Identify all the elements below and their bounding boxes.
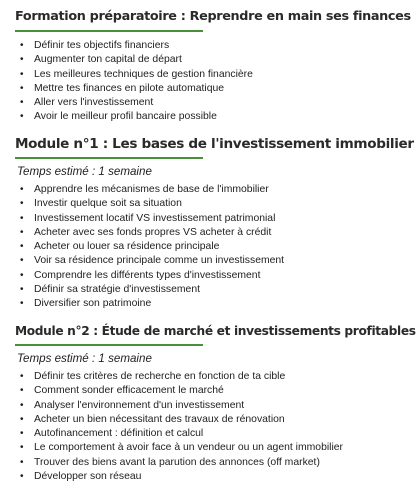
bullet-icon: • [20, 269, 24, 281]
list-item [20, 53, 253, 67]
list-item [20, 427, 343, 441]
list-item [20, 197, 284, 211]
bullet-icon: • [20, 471, 24, 483]
list-item [20, 39, 253, 53]
bullet-icon: • [20, 68, 24, 80]
list-item [20, 384, 343, 398]
bullet-icon: • [20, 413, 24, 425]
list-item-text: Augmenter ton capital de départ [34, 54, 182, 66]
list-item [20, 240, 284, 254]
list-item [20, 254, 284, 268]
list-item-text: Définir tes critères de recherche en fonction de ta cible [34, 371, 286, 382]
list-item-text: Le comportement à avoir face à un vendeur ou un agent immobilier [34, 442, 344, 454]
list-item [20, 399, 343, 413]
list-item-text: Aller vers l'investissement [34, 97, 154, 109]
list-item-text: Développer son réseau [34, 471, 142, 483]
list-item-text: Investissement locatif VS investissement patrimonial [34, 212, 276, 224]
duration-label: Temps estimé : 1 semaine [17, 352, 152, 365]
list-item [20, 413, 343, 427]
list-item-text: Autofinancement : définition et calcul [34, 428, 204, 440]
list-item-text: Définir sa stratégie d'investissement [34, 284, 200, 296]
list-item [20, 110, 253, 124]
bullet-icon: • [20, 385, 24, 397]
list-item [20, 269, 284, 283]
topic-list [20, 183, 284, 312]
bullet-icon: • [20, 82, 24, 94]
list-item-text: Acheter avec ses fonds propres VS acheter à crédit [34, 226, 272, 238]
list-item-text: Acheter un bien nécessitant des travaux de rénovation [34, 413, 285, 425]
bullet-icon: • [20, 456, 24, 468]
title-underline [15, 30, 203, 32]
bullet-icon: • [20, 399, 24, 411]
title-underline [15, 344, 203, 346]
bullet-icon: • [20, 284, 24, 296]
bullet-icon: • [20, 442, 24, 454]
list-item-text: Voir sa résidence principale comme un investissement [34, 255, 285, 267]
bullet-icon: • [20, 298, 24, 310]
list-item [20, 82, 253, 96]
list-item-text: Trouver des biens avant la parution des annonces (off market) [34, 456, 320, 468]
bullet-icon: • [20, 371, 24, 382]
bullet-icon: • [20, 241, 24, 253]
bullet-icon: • [20, 184, 24, 195]
list-item-text: Analyser l'environnement d'un investissement [34, 399, 245, 411]
bullet-icon: • [20, 111, 24, 123]
bullet-icon: • [20, 255, 24, 267]
bullet-icon: • [20, 212, 24, 224]
list-item-text: Mettre tes finances en pilote automatique [34, 82, 225, 94]
topic-list [20, 39, 253, 125]
bullet-icon: • [20, 428, 24, 440]
list-item-text: Apprendre les mécanismes de base de l'immobilier [34, 184, 269, 195]
list-item [20, 212, 284, 226]
list-item-text: Comprendre les différents types d'investissement [34, 269, 261, 281]
section-title: Module n°1 : Les bases de l'investissement immobilier [15, 136, 414, 152]
list-item [20, 297, 284, 311]
section-title: Formation préparatoire : Reprendre en main ses finances [15, 9, 411, 24]
section-title: Module n°2 : Étude de marché et investissements profitables [15, 324, 416, 338]
list-item [20, 68, 253, 82]
title-underline [15, 157, 203, 159]
list-item [20, 183, 284, 197]
list-item-text: Définir tes objectifs financiers [34, 40, 170, 51]
list-item [20, 283, 284, 297]
list-item [20, 470, 343, 484]
list-item [20, 370, 343, 384]
list-item-text: Investir quelque soit sa situation [34, 198, 182, 210]
topic-list [20, 370, 343, 484]
list-item [20, 226, 284, 240]
list-item [20, 441, 343, 455]
list-item-text: Comment sonder efficacement le marché [34, 385, 224, 397]
list-item-text: Diversifier son patrimoine [34, 298, 152, 310]
bullet-icon: • [20, 97, 24, 109]
list-item-text: Les meilleures techniques de gestion financière [34, 68, 253, 80]
list-item-text: Avoir le meilleur profil bancaire possible [34, 111, 217, 123]
list-item-text: Acheter ou louer sa résidence principale [34, 241, 220, 253]
bullet-icon: • [20, 198, 24, 210]
bullet-icon: • [20, 226, 24, 238]
list-item [20, 456, 343, 470]
bullet-icon: • [20, 54, 24, 66]
duration-label: Temps estimé : 1 semaine [17, 165, 152, 178]
list-item [20, 96, 253, 110]
bullet-icon: • [20, 40, 24, 51]
